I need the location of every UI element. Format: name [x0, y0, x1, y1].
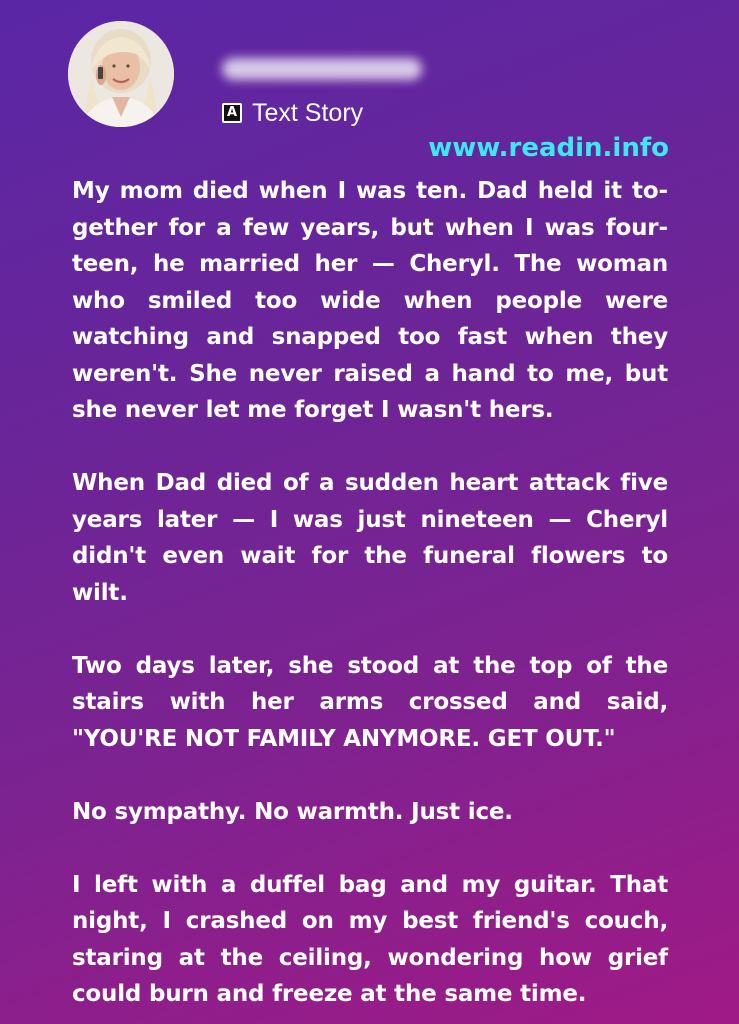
author-name-blurred[interactable] [222, 58, 422, 80]
story-paragraph: I left with a duffel bag and my guitar. That night, I crashed on my best friend's couch, staring at the ceiling, wondering how grief could burn and freeze at the same time. [72, 871, 668, 1007]
story-paragraph: My mom died when I was ten. Dad held it together for a few years, but when I was fourteen, he married her — Cheryl. The woman who smiled too wide when people were watching and snapped too fast when they weren't. She never raised a hand to me, but she never let me forget I wasn't hers. [72, 178, 668, 423]
story-paragraph: Two days later, she stood at the top of the stairs with her arms crossed and said, "YOU'RE NOT FAMILY ANYMORE. GET OUT." [72, 652, 668, 752]
author-avatar[interactable] [68, 21, 174, 127]
post-header [0, 0, 739, 170]
letter-a-icon: A [222, 103, 242, 123]
post-type [222, 98, 363, 128]
story-body [72, 173, 668, 1013]
story-paragraph: When Dad died of a sudden heart attack five years later — I was just nineteen — Cheryl didn't even wait for the funeral flowers to wilt. [72, 470, 668, 606]
avatar-photo [68, 21, 174, 127]
story-paragraph: No sympathy. No warmth. Just ice. [72, 798, 513, 825]
post-type-label: Text Story [252, 99, 364, 127]
site-url-link[interactable]: www.readin.info [428, 133, 669, 163]
